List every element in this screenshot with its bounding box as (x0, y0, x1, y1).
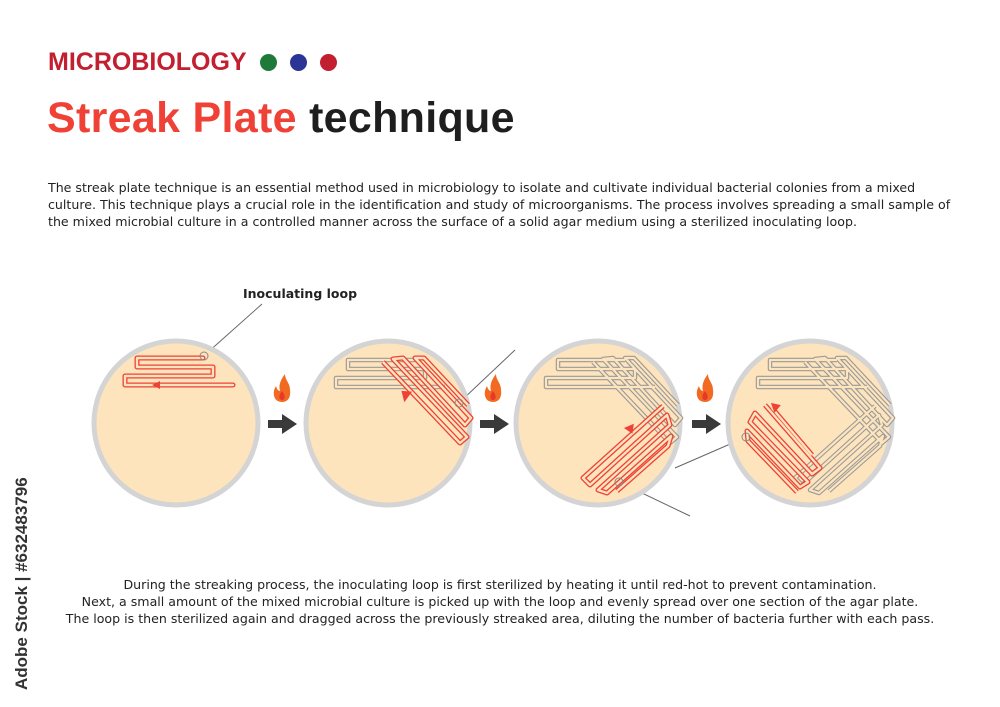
plate-1 (94, 341, 258, 505)
process-line-3: The loop is then sterilized again and dragged across the previously streaked area, diluting the number of bacteria further with each pass. (65, 611, 935, 626)
process-description (30, 576, 970, 627)
flame-icon (274, 374, 290, 402)
flame-icon (485, 374, 501, 402)
plate-2 (306, 341, 471, 505)
plate-4 (728, 341, 893, 505)
flame-icon (697, 374, 713, 402)
stock-watermark: Adobe Stock | #632483796 (12, 477, 31, 690)
title-highlight: Streak Plate (47, 94, 297, 142)
next-arrow-icon (692, 414, 721, 434)
plate-3 (516, 341, 681, 505)
inoculating-loop-label: Inoculating loop (243, 286, 358, 301)
process-line-2: Next, a small amount of the mixed microbial culture is picked up with the loop and evenly spread over one section of the agar plate. (81, 594, 919, 609)
title-rest: technique (309, 94, 515, 142)
intro-text: The streak plate technique is an essential method used in microbiology to isolate and cultivate individual bacterial colonies from a mixed culture. This technique plays a crucial role in the identification and study of microorganisms. The process involves spreading a small sample of the mixed microbial culture in a controlled manner across the surface of a solid agar medium using a sterilized inoculating loop. (48, 180, 951, 229)
next-arrow-icon (480, 414, 509, 434)
subject-label: MICROBIOLOGY (48, 48, 247, 76)
process-line-1: During the streaking process, the inoculating loop is first sterilized by heating it until red-hot to prevent contamination. (123, 577, 877, 592)
next-arrow-icon (268, 414, 297, 434)
